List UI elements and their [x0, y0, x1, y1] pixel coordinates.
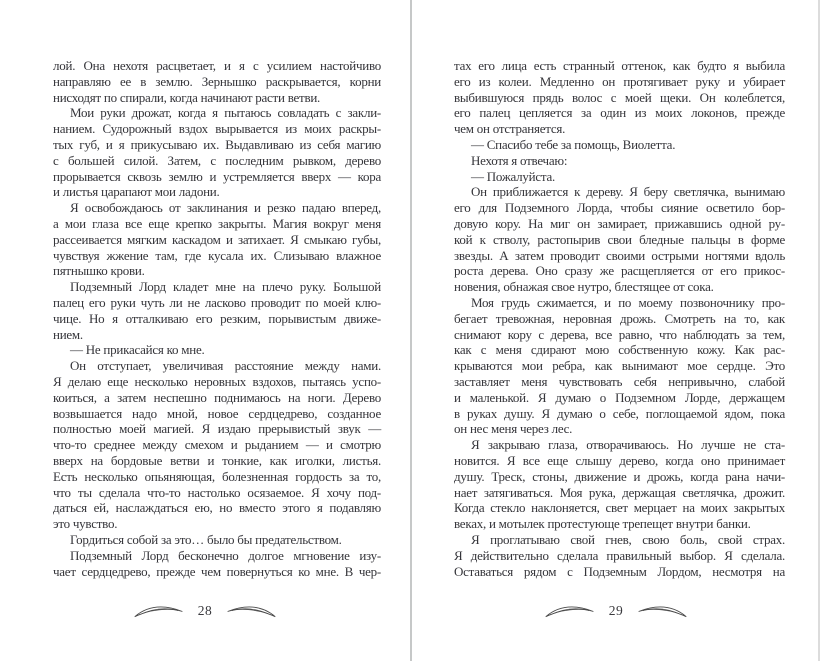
- text-line: он нес меня через лес.: [454, 421, 573, 437]
- text-line: — Спасибо тебе за помощь, Виолетта.: [471, 136, 676, 152]
- text-line: Нехотя я отвечаю:: [471, 152, 568, 168]
- text-line: палец его руки чуть ли не ласково проводит по моей клю-: [53, 294, 381, 310]
- text-line: чает сердцедрево, прежде чем повернуться ко мне. В чер-: [53, 563, 381, 579]
- text-line: и листья царапают мои ладони.: [53, 184, 220, 200]
- text-line: его палец цепляется за один из моих локонов, прежде: [454, 105, 785, 121]
- text-line: а мои глаза все еще крепко закрыты. Магия вокруг меня: [53, 215, 381, 231]
- text-line: его из колеи. Медленно он протягивает руку и убирает: [454, 73, 785, 89]
- text-line: даться ей, наслаждаться ею, но вместо этого я подавляю: [53, 500, 381, 516]
- page-footer: [0, 600, 410, 622]
- text-line: довую кору. На миг он замирает, прижавшись одной ру-: [454, 215, 785, 231]
- text-line: новится. Я все еще слышу дерево, когда оно принимает: [454, 452, 785, 468]
- swash-wave-ornament-icon: [225, 603, 277, 620]
- text-line: нисходят по спирали, когда начинают расти ветви.: [53, 89, 321, 105]
- text-line: чувствуя жжение там, где кусала их. Слизываю влажное: [53, 247, 381, 263]
- text-line: с большей силой. Затем, с последним рывком, дерево: [53, 152, 381, 168]
- text-line: выбившуюся прядь волос с моей щеки. Он колеблется,: [454, 89, 785, 105]
- text-line: крываются мои ребра, как вынимают мое сердце. Это: [454, 358, 785, 374]
- text-line: нанием. Судорожный вздох вырывается из моих раскры-: [53, 121, 381, 137]
- page-footer: [412, 600, 820, 622]
- text-line: — Не прикасайся ко мне.: [70, 342, 205, 358]
- text-line: вверх на бордовые ветви и тонкие, как иголки, листья.: [53, 452, 381, 468]
- text-line: Он приближается к дереву. Я беру светлячка, вынимаю: [471, 184, 785, 200]
- text-line: нает затягиваться. Моя рука, держащая светлячка, дрожит.: [454, 484, 785, 500]
- text-line: что-то среднее между смехом и рыданием — и смотрю: [53, 437, 381, 453]
- text-line: лой. Она нехотя расцветает, и я с усилием настойчиво: [53, 58, 381, 73]
- text-line: рассеивается мягким каскадом и затихает. Я смыкаю губы,: [53, 231, 381, 247]
- text-line: роста дерева. Оно сразу же расщепляется от его прикос-: [454, 263, 785, 279]
- text-line: Я освобождаюсь от заклинания и резко падаю вперед,: [70, 200, 381, 216]
- text-line: полностью моей магией. Я издаю прерывистый звук —: [53, 421, 381, 437]
- text-line: направляю ее в землю. Зернышко раскрывается, корни: [53, 73, 381, 89]
- text-line: и маленькой. Я думаю о Подземном Лорде, держащем: [454, 389, 785, 405]
- page-number: 28: [197, 603, 213, 618]
- text-line: Подземный Лорд кладет мне на плечо руку. Большой: [70, 279, 381, 295]
- text-line: в руках душу. Я думаю о себе, поглощаемой ядом, пока: [454, 405, 785, 421]
- text-line: Я действительно сделала правильный выбор. Я сделала.: [454, 547, 785, 563]
- text-line: его для Подземного Лорда, чтобы сияние осветило бор-: [454, 200, 785, 216]
- text-line: Я проглатываю свой гнев, свою боль, свой страх.: [471, 531, 785, 547]
- text-line: душу. Треск, стоны, движение и дрожь, когда рана начи-: [454, 468, 785, 484]
- swash-wave-ornament-icon: [544, 603, 596, 620]
- text-line: Он отступает, увеличивая расстояние между нами.: [70, 358, 381, 374]
- text-line: пятнышко крови.: [53, 263, 145, 279]
- text-line: что ты сделала что-то настолько осязаемое. Я хочу под-: [53, 484, 381, 500]
- text-line: — Пожалуйста.: [471, 168, 556, 184]
- page-number: 29: [608, 603, 624, 618]
- text-line: чице. Но я отталкиваю его резким, порывистым движе-: [53, 310, 381, 326]
- text-line: возвышается надо мной, новое сердцедрево, созданное: [53, 405, 381, 421]
- text-line: Я делаю еще несколько неровных вздохов, пытаясь успо-: [53, 373, 381, 389]
- text-line: снимают кору с дерева, все равно, что наблюдать за тем,: [454, 326, 785, 342]
- text-line: веках, и мотылек протестующе трепещет внутри банки.: [454, 516, 751, 532]
- text-line: кой к стволу, растопырив свои бледные пальцы в форме: [454, 231, 785, 247]
- text-line: тых губ, и я прикусываю их. Выдавливаю из себя магию: [53, 136, 381, 152]
- text-line: Моя грудь сжимается, и по моему позвоночнику про-: [471, 294, 785, 310]
- text-line: это чувство.: [53, 516, 118, 532]
- text-line: как с меня сдирают мою собственную кожу. Как рас-: [454, 342, 785, 358]
- text-line: Гордиться собой за это… было бы предательством.: [70, 531, 342, 547]
- text-line: коиться, а затем неспешно поднимаюсь на ноги. Дерево: [53, 389, 381, 405]
- text-column: [454, 58, 785, 579]
- text-line: звезды. А затем проводит своими острыми ногтями вдоль: [454, 247, 785, 263]
- text-line: Есть несколько опьяняющая, болезненная гордость за то,: [53, 468, 381, 484]
- text-line: чем он отстраняется.: [454, 121, 566, 137]
- text-line: бегает тревожная, неровная дрожь. Смотреть на то, как: [454, 310, 785, 326]
- page-right[interactable]: [412, 0, 820, 661]
- text-line: Подземный Лорд бесконечно долгое мгновение изу-: [70, 547, 381, 563]
- text-line: Когда стекло наклоняется, свет мерцает на моих закрытых: [454, 500, 785, 516]
- text-line: заставляет меня чувствовать себя непривычно, слабой: [454, 373, 785, 389]
- text-line: Я закрываю глаза, отворачиваюсь. Но лучше не ста-: [471, 437, 785, 453]
- text-line: прорывается сквозь землю и устремляется вверх — кора: [53, 168, 381, 184]
- text-column: [53, 58, 381, 579]
- text-line: нием.: [53, 326, 83, 342]
- text-line: тах его лица есть странный оттенок, как будто я выбила: [454, 58, 785, 73]
- swash-wave-ornament-icon: [636, 603, 688, 620]
- text-line: Оставаться рядом с Подземным Лордом, несмотря на: [454, 563, 785, 579]
- text-line: новения, обнажая свое нутро, блестящее от сока.: [454, 279, 714, 295]
- text-line: Мои руки дрожат, когда я пытаюсь совладать с закли-: [70, 105, 381, 121]
- swash-wave-ornament-icon: [133, 603, 185, 620]
